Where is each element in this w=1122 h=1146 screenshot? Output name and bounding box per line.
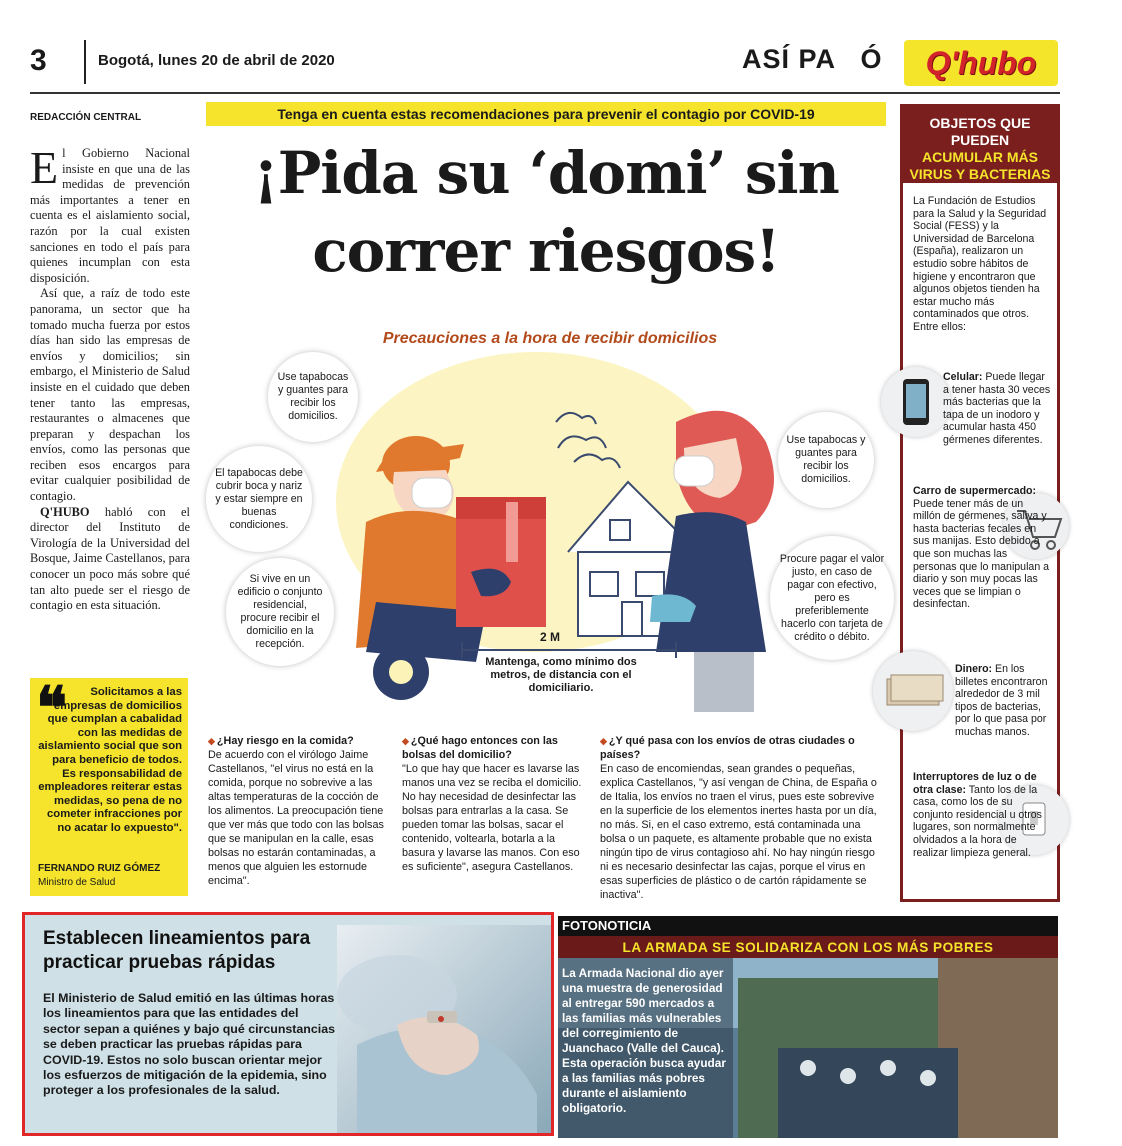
qa-item-food bbox=[208, 734, 388, 888]
qa-answer: "Lo que hay que hacer es lavarse las manos una vez se reciba el domicilio. No hay necesidad de desinfectar las bolsas para entrarlas a la casa. Se pueden tomar las bolsas, sacar el contenido, voltearla, botarla a la basura y lavarse las manos. Con eso es suficiente", asegura Castellanos. bbox=[402, 763, 582, 873]
sidebar-item-text: Tanto los de la casa, como los de su conjunto residencial u otros lugares, son normalmente olvidados a la hora de realizar limpieza general. bbox=[913, 783, 1042, 859]
callout-text: Procure pagar el valor justo, en caso de pagar con efectivo, pero es preferiblemente hacerlo con tarjeta de crédito o débito. bbox=[779, 552, 885, 643]
quote-box bbox=[30, 678, 188, 896]
qa-question bbox=[402, 734, 582, 762]
package-box bbox=[456, 497, 546, 627]
quote-role: Ministro de Salud bbox=[38, 877, 116, 888]
body-paragraph-1-text: l Gobierno Nacional insiste en que una de las medidas de prevención más importantes a tener en cuenta es el aislamiento social, razón por la cual existen sanciones en todo el país para quienes incumplan con esta disposición. bbox=[30, 146, 190, 285]
objects-sidebar bbox=[900, 104, 1060, 902]
qa-item-shipments bbox=[600, 734, 884, 902]
qa-question-text: ¿Hay riesgo en la comida? bbox=[216, 735, 354, 747]
brand-logo-text: Q'hubo bbox=[925, 44, 1037, 81]
qa-item-bags bbox=[402, 734, 582, 874]
fotonoticia-text: La Armada Nacional dio ayer una muestra de generosidad al entregar 590 mercados a las familias más vulnerables del corregimiento de Juanchaco (Valle del Cauca). Esta operación busca ayudar a las familias más pobres durante el aislamiento obligatorio. bbox=[562, 966, 726, 1115]
quote-author: FERNANDO RUIZ GÓMEZ bbox=[38, 863, 161, 874]
callout-use-mask-gloves-left bbox=[268, 352, 358, 442]
page-number: 3 bbox=[30, 44, 47, 77]
sidebar-item-cart bbox=[913, 485, 1053, 611]
sidebar-item-text: Puede llegar a tener hasta 30 veces más bacterias que la tapa de un inodoro y acumular hasta 450 gérmenes diferentes. bbox=[943, 371, 1051, 446]
sidebar-item-money bbox=[913, 663, 1053, 739]
distance-note: Mantenga, como mínimo dos metros, de distancia con el domiciliario. bbox=[485, 656, 637, 694]
callout-payment bbox=[770, 536, 894, 660]
qa-question-text: ¿Y qué pasa con los envíos de otras ciudades o países? bbox=[600, 735, 855, 761]
sidebar-item-title: Interruptores de luz o de otra clase: bbox=[913, 771, 1037, 796]
header-rule bbox=[30, 92, 1060, 94]
rapid-test-photo bbox=[337, 925, 551, 1133]
rapid-tests-title: Establecen lineamientos para practicar pruebas rápidas bbox=[43, 928, 311, 973]
qa-answer: De acuerdo con el virólogo Jaime Castellanos, "el virus no está en la comida, porque no sobrevive a las altas temperaturas de la cocción de los alimentos. La preocupación tiene que ver más que todo con las bolsas que se manipulan en la calle, esas bolsas no estarán contaminadas, a menos que alguien les estornude encima". bbox=[208, 749, 384, 887]
quote-mark-icon: ❝ bbox=[36, 676, 68, 741]
sidebar-item-text: Puede tener más de un millón de gérmenes, saliva y hasta bacterias fecales en sus manijas. Esto debido a que son muchas las personas que lo manipulan a diario y son muy pocas las veces que se limpian o desinfectan. bbox=[913, 497, 1050, 611]
quote-text: Solicitamos a las empresas de domicilios que cumplan a cabalidad con las medidas de aislamiento social que son para beneficio de todos. Es responsabilidad de empleadores reiterar estas medidas, so pena de no cometer infracciones por no acatar lo expuesto". bbox=[38, 686, 182, 834]
sidebar-intro: La Fundación de Estudios para la Salud y la Seguridad Social (FESS) y la Universidad de Barcelona (España), realizaron un estudio sobre hábitos de higiene y encontraron que algunos objetos tienden ha estar mucho más contaminados que otros. Entre ellos: bbox=[913, 195, 1047, 333]
qa-question bbox=[600, 734, 884, 762]
header-divider bbox=[84, 40, 86, 84]
article-body bbox=[30, 142, 191, 614]
byline: REDACCIÓN CENTRAL bbox=[30, 112, 142, 123]
body-paragraph-2: Así que, a raíz de todo este panorama, un sector que ha tomado mucha fuerza por estos días han sido las empresas de envíos y domicilios; sin embargo, el Ministerio de Salud insiste en el cuidado que deben tener tanto las empresas, restaurantes o almacenes que preparan y despachan los envíos, como las personas que reciben esos encargos para evitar cualquier posibilidad de contagio. bbox=[30, 286, 190, 504]
sidebar-subtitle: ACUMULAR MÁS VIRUS Y BACTERIAS bbox=[909, 149, 1051, 182]
rapid-tests-text: El Ministerio de Salud emitió en las últimas horas los lineamientos para que las entidades del sector sepan a quiénes y bajo qué circunstancias se deben practicar las pruebas rápidas para COVID-19. Estos no solo buscan orientar mejor los esfuerzos de mitigación de la epidemia, sino proteger a los profesionales de la salud. bbox=[43, 991, 335, 1098]
drop-cap: E bbox=[30, 142, 59, 193]
issue-date: Bogotá, lunes 20 de abril de 2020 bbox=[98, 52, 335, 69]
brand-logo bbox=[904, 40, 1058, 86]
sidebar-title: OBJETOS QUE PUEDEN bbox=[929, 115, 1031, 148]
sidebar-item-title: Dinero: bbox=[955, 663, 993, 675]
section-name: ASÍ PA Ó bbox=[742, 44, 883, 74]
callout-text: Si vive en un edificio o conjunto residencial, procure recibir el domicilio en la recepción. bbox=[237, 573, 323, 650]
body-paragraph-3 bbox=[30, 505, 190, 614]
distance-label: 2 M bbox=[540, 630, 561, 644]
callout-mask-cover bbox=[206, 446, 312, 552]
sidebar-item-title: Carro de supermercado: bbox=[913, 485, 1037, 497]
sidebar-header bbox=[903, 107, 1057, 183]
callout-text: Use tapabocas y guantes para recibir los domicilios. bbox=[786, 434, 866, 485]
body-paragraph-1 bbox=[30, 142, 190, 286]
callout-text: El tapabocas debe cubrir boca y nariz y estar siempre en buenas condiciones. bbox=[215, 466, 303, 531]
sidebar-item-text: En los billetes encontraron alrededor de 3 mil tipos de bacterias, por lo que pasa por muchas manos. bbox=[955, 663, 1048, 738]
brand-lead: Q'HUBO bbox=[40, 504, 90, 519]
arrow-bullet-icon: ◆ bbox=[402, 736, 409, 746]
illustration-subtitle: Precauciones a la hora de recibir domicilios bbox=[382, 330, 718, 347]
sidebar-item-phone bbox=[913, 371, 1053, 447]
fotonoticia-title-bar bbox=[558, 936, 1058, 958]
callout-building-reception bbox=[226, 558, 334, 666]
callout-text: Use tapabocas y guantes para recibir los domicilios. bbox=[277, 371, 349, 422]
qa-answer: En caso de encomiendas, sean grandes o pequeñas, explica Castellanos, "y así vengan de China, de España o de Italia, los envíos no traen el virus, pues este sobrevive en la superficie de los elementos inertes hasta por un día, no más. Si, en el caso extremo, está contaminada una bolsa o un paquete, es altamente probable que no exista ningún tipo de virus contagioso ahí. No hay ningún riesgo ni es necesario desinfectar las cajas, porque el virus en esas superficies de plástico o de cartón rápidamente se inactiva". bbox=[600, 763, 877, 901]
body-paragraph-3-text: habló con el director del Instituto de Virología de la Universidad del Bosque, Jaime Castellanos, para conocer un poco más sobre qué tan alto puede ser el riesgo de contagio en esta situación. bbox=[30, 504, 191, 613]
top-banner: Tenga en cuenta estas recomendaciones para prevenir el contagio por COVID-19 bbox=[206, 102, 886, 126]
headline bbox=[206, 134, 886, 290]
headline-line-2: correr riesgos! bbox=[312, 217, 780, 285]
arrow-bullet-icon: ◆ bbox=[600, 736, 607, 746]
headline-line-1: ¡Pida su ‘domi’ sin bbox=[253, 139, 839, 207]
qa-question bbox=[208, 734, 388, 748]
fotonoticia-title: LA ARMADA SE SOLIDARIZA CON LOS MÁS POBRES bbox=[622, 939, 994, 955]
sidebar-item-title: Celular: bbox=[943, 371, 983, 383]
qa-question-text: ¿Qué hago entonces con las bolsas del domicilio? bbox=[402, 735, 558, 761]
callout-use-mask-gloves-right bbox=[778, 412, 874, 508]
fotonoticia-label: FOTONOTICIA bbox=[562, 918, 652, 933]
sidebar-item-switches bbox=[913, 771, 1053, 859]
arrow-bullet-icon: ◆ bbox=[208, 736, 215, 746]
rapid-tests-article bbox=[22, 912, 554, 1136]
